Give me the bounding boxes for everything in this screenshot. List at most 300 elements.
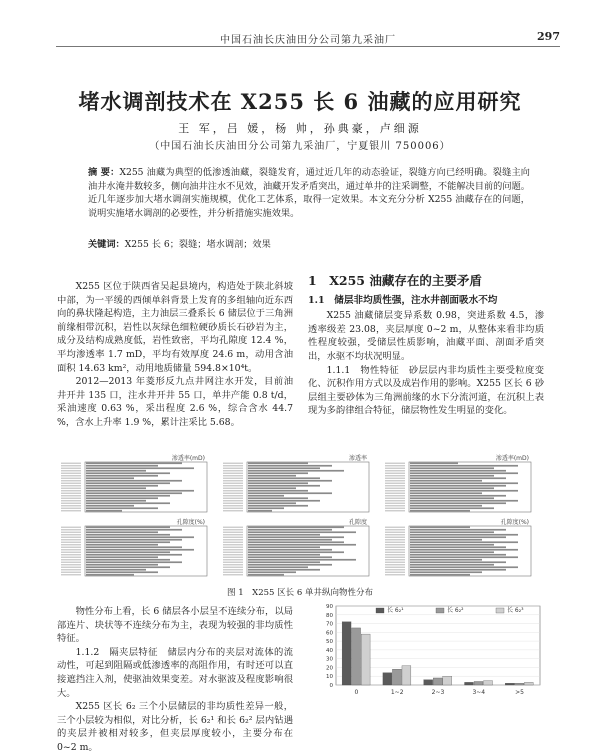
profile-bar <box>86 467 194 469</box>
depth-label-mark <box>223 544 243 545</box>
profile-bar <box>410 549 518 551</box>
body-paragraph: 2012—2013 年菱形反九点井网注水开发，目前油井开井 135 口，注水井开井 55 口，单井产能 0.8 t/d，采油速度 0.63 %，采出程度 2.6 %，综合含水 44.7 %，含水上升率 1.9 %，累计注采比 5.68。 <box>57 376 293 428</box>
body-left-column <box>57 280 293 430</box>
profile-bar <box>86 490 194 492</box>
section-heading: 1 X255 油藏存在的主要矛盾 <box>308 273 482 288</box>
depth-label-mark <box>61 465 81 466</box>
depth-label-mark <box>385 483 405 484</box>
profile-bar <box>248 505 308 507</box>
profile-bar <box>248 500 320 502</box>
depth-label-mark <box>385 527 405 528</box>
depth-label-mark <box>385 505 405 506</box>
depth-label-mark <box>385 542 405 543</box>
profile-bar <box>248 472 308 474</box>
profile-bar <box>86 495 170 497</box>
chart-bar <box>465 682 474 685</box>
profile-bar <box>248 492 332 494</box>
profile-bar <box>410 536 506 538</box>
profile-bar <box>248 462 308 464</box>
legend-swatch <box>376 608 384 613</box>
profile-bar <box>86 554 182 556</box>
profile-bar <box>86 566 170 568</box>
profile-bar <box>86 556 158 558</box>
profile-bar <box>86 569 146 571</box>
profile-bar <box>86 534 170 536</box>
profile-bar <box>248 571 296 573</box>
page-number: 297 <box>537 30 560 43</box>
chart-bar <box>352 628 361 685</box>
depth-label-mark <box>61 532 81 533</box>
depth-label-mark <box>223 470 243 471</box>
profile-bar <box>86 502 170 504</box>
depth-label-mark <box>385 465 405 466</box>
depth-label-mark <box>61 574 81 575</box>
profile-bar <box>86 544 158 546</box>
depth-label-mark <box>223 549 243 550</box>
depth-label-mark <box>385 503 405 504</box>
depth-label-mark <box>61 463 81 464</box>
depth-label-mark <box>223 473 243 474</box>
profile-bar <box>86 500 146 502</box>
y-tick-label: 20 <box>326 665 333 672</box>
chart-bar <box>524 682 533 685</box>
depth-label-mark <box>385 557 405 558</box>
y-tick-label: 70 <box>326 621 333 628</box>
profile-bar <box>410 492 482 494</box>
depth-label-mark <box>61 470 81 471</box>
depth-label-mark <box>223 505 243 506</box>
depth-label-mark <box>61 569 81 570</box>
paper-title: 堵水调剖技术在 X255 长 6 油藏的应用研究 <box>78 89 522 114</box>
depth-label-mark <box>61 529 81 530</box>
depth-label-mark <box>385 485 405 486</box>
depth-label-mark <box>61 534 81 535</box>
legend-swatch <box>496 608 504 613</box>
depth-label-mark <box>223 483 243 484</box>
profile-bar <box>410 546 506 548</box>
depth-label-mark <box>385 539 405 540</box>
depth-label-mark <box>223 562 243 563</box>
profile-bar <box>86 472 170 474</box>
profile-bar <box>86 485 158 487</box>
depth-label-mark <box>223 465 243 466</box>
depth-label-mark <box>223 500 243 501</box>
profile-bar <box>248 465 332 467</box>
profile-bar <box>248 467 320 469</box>
profile-bar <box>86 546 182 548</box>
depth-label-mark <box>61 500 81 501</box>
profile-bar <box>86 482 170 484</box>
depth-label-mark <box>385 510 405 511</box>
panel-label: 孔隙度 <box>348 519 367 526</box>
profile-bar <box>410 487 494 489</box>
depth-label-mark <box>223 478 243 479</box>
profile-bar <box>86 526 170 528</box>
profile-bar <box>248 564 332 566</box>
depth-label-mark <box>223 557 243 558</box>
profile-bar <box>86 559 170 561</box>
depth-label-mark <box>223 508 243 509</box>
depth-label-mark <box>385 488 405 489</box>
depth-label-mark <box>385 559 405 560</box>
depth-label-mark <box>385 463 405 464</box>
depth-label-mark <box>223 539 243 540</box>
affiliation: （中国石油长庆油田分公司第九采油厂，宁夏银川 750006） <box>149 141 451 152</box>
well-profile-panel <box>385 454 531 512</box>
profile-bar <box>86 510 122 512</box>
depth-label-mark <box>385 490 405 491</box>
profile-bar <box>248 495 284 497</box>
profile-bar <box>86 507 158 509</box>
panel-label: 孔隙度(%) <box>500 519 529 526</box>
subsection-heading: 1.1 储层非均质性强，注水井剖面吸水不均 <box>308 294 498 306</box>
journal-name: 中国石油长庆油田分公司第九采油厂 <box>220 35 396 46</box>
chart-bar <box>402 666 411 685</box>
profile-bar <box>410 485 506 487</box>
profile-bar <box>86 497 158 499</box>
depth-label-mark <box>385 475 405 476</box>
profile-bar <box>248 529 332 531</box>
profile-bar <box>86 492 182 494</box>
profile-bar <box>248 485 320 487</box>
chart-bar <box>424 680 433 685</box>
profile-bar <box>248 487 296 489</box>
depth-label-mark <box>223 490 243 491</box>
depth-label-mark <box>385 549 405 550</box>
profile-bar <box>410 502 506 504</box>
profile-bar <box>410 462 458 464</box>
depth-label-mark <box>385 574 405 575</box>
depth-label-mark <box>223 495 243 496</box>
depth-label-mark <box>61 527 81 528</box>
chart-bar <box>515 683 524 685</box>
panel-label: 渗透率(mD) <box>495 455 529 462</box>
profile-bar <box>410 465 518 467</box>
depth-label-mark <box>223 529 243 530</box>
depth-label-mark <box>223 493 243 494</box>
depth-label-mark <box>223 532 243 533</box>
profile-bar <box>248 480 332 482</box>
depth-label-mark <box>385 473 405 474</box>
abstract <box>88 166 530 220</box>
y-tick-label: 50 <box>326 639 333 646</box>
x-tick-label: 1~2 <box>390 689 404 696</box>
depth-label-mark <box>385 534 405 535</box>
profile-bar <box>248 531 356 533</box>
depth-label-mark <box>223 574 243 575</box>
depth-label-mark <box>223 547 243 548</box>
y-tick-label: 60 <box>326 630 333 637</box>
profile-bar <box>248 551 344 553</box>
profile-bar <box>410 559 482 561</box>
depth-label-mark <box>61 542 81 543</box>
depth-label-mark <box>223 503 243 504</box>
author-list: 王 军，吕 媛，杨 帅，孙典豪，卢细源 <box>178 122 422 135</box>
depth-label-mark <box>61 544 81 545</box>
profile-bar <box>410 490 518 492</box>
depth-label-mark <box>385 554 405 555</box>
depth-label-mark <box>385 544 405 545</box>
panel-label: 孔隙度(%) <box>176 519 205 526</box>
depth-label-mark <box>223 480 243 481</box>
panel-label: 渗透率 <box>348 455 367 462</box>
profile-bar <box>248 539 332 541</box>
profile-bar <box>248 507 284 509</box>
y-tick-label: 0 <box>329 683 333 689</box>
depth-label-mark <box>61 490 81 491</box>
profile-bar <box>86 531 158 533</box>
x-tick-label: >5 <box>515 689 525 696</box>
profile-bar <box>410 574 470 576</box>
profile-bar <box>86 477 134 479</box>
depth-label-mark <box>223 554 243 555</box>
chart-bar <box>505 683 514 685</box>
panel-frame <box>247 462 369 512</box>
depth-label-mark <box>61 495 81 496</box>
profile-bar <box>410 554 506 556</box>
body-right-column <box>308 274 544 418</box>
depth-label-mark <box>61 557 81 558</box>
depth-label-mark <box>223 572 243 573</box>
body-paragraph: X255 区长 6₂ 三个小层储层的非均质性差异一般，三个小层较为相似，对比分析，长 6₂¹ 和长 6₂² 层内钻遇的夹层并被相对较多，但夹层厚度较小，主要分布在 0~2 m。 <box>57 701 293 753</box>
y-tick-label: 10 <box>326 674 333 681</box>
profile-bar <box>410 477 506 479</box>
profile-bar <box>410 541 518 543</box>
profile-bar <box>86 571 158 573</box>
well-profile-panel <box>61 518 207 576</box>
legend-entry: 长 6₂¹ <box>387 607 404 614</box>
panel-frame <box>85 526 207 576</box>
depth-label-mark <box>61 468 81 469</box>
depth-label-mark <box>61 539 81 540</box>
depth-label-mark <box>223 498 243 499</box>
profile-bar <box>410 566 518 568</box>
profile-bar <box>248 544 356 546</box>
profile-bar <box>410 505 482 507</box>
panel-frame <box>247 526 369 576</box>
body-paragraph: 物性分布上看，长 6 储层各小层呈不连续分布，以局部连片、块状等不连续分布为主，表现为较强的非均质性特征。 <box>57 606 293 645</box>
depth-label-mark <box>61 483 81 484</box>
profile-bar <box>248 566 308 568</box>
profile-bar <box>86 564 158 566</box>
running-head <box>56 30 560 47</box>
profile-bar <box>410 470 506 472</box>
figure-2-interlayer-chart <box>310 600 546 699</box>
depth-label-mark <box>385 500 405 501</box>
depth-label-mark <box>385 498 405 499</box>
profile-bar <box>410 500 518 502</box>
profile-bar <box>248 502 296 504</box>
depth-label-mark <box>223 552 243 553</box>
depth-label-mark <box>223 537 243 538</box>
depth-label-mark <box>385 493 405 494</box>
body-paragraph: X255 油藏储层变异系数 0.98，突进系数 4.5，渗透率级差 23.08，夹层厚度 0~2 m，从整体来看非均质性程度较强，受储层性质影响，油藏平面、剖面矛盾突出，水驱不均状况明显。 <box>308 310 544 362</box>
figure-1-caption: 图 1 X255 区长 6 单井纵向物性分布 <box>227 588 373 598</box>
depth-label-mark <box>385 508 405 509</box>
profile-bar <box>248 536 344 538</box>
profile-bar <box>248 490 308 492</box>
depth-label-mark <box>385 537 405 538</box>
profile-bar <box>248 482 308 484</box>
x-tick-label: 2~3 <box>431 689 445 696</box>
profile-bar <box>410 482 518 484</box>
depth-label-mark <box>61 552 81 553</box>
depth-label-mark <box>385 552 405 553</box>
profile-bar <box>86 529 182 531</box>
well-profile-panel <box>61 454 207 512</box>
depth-label-mark <box>385 569 405 570</box>
panel-frame <box>85 462 207 512</box>
depth-label-mark <box>223 564 243 565</box>
depth-label-mark <box>385 495 405 496</box>
depth-label-mark <box>61 480 81 481</box>
profile-bar <box>86 475 158 477</box>
profile-bar <box>86 480 182 482</box>
legend-entry: 长 6₂² <box>447 607 464 614</box>
depth-label-mark <box>385 480 405 481</box>
legend-entry: 长 6₂³ <box>507 607 524 614</box>
profile-bar <box>410 556 518 558</box>
profile-bar <box>248 475 296 477</box>
panel-label: 渗透率(mD) <box>171 455 205 462</box>
profile-bar <box>248 526 344 528</box>
depth-label-mark <box>61 475 81 476</box>
profile-bar <box>410 472 518 474</box>
profile-bar <box>86 536 194 538</box>
profile-bar <box>410 531 494 533</box>
chart-bar <box>433 678 442 685</box>
depth-label-mark <box>223 559 243 560</box>
figure-1-well-profiles <box>57 452 544 580</box>
depth-label-mark <box>385 532 405 533</box>
depth-label-mark <box>61 503 81 504</box>
profile-bar <box>410 544 494 546</box>
profile-bar <box>410 480 482 482</box>
profile-bar <box>248 546 320 548</box>
well-profile-panel <box>223 518 369 576</box>
profile-bar <box>248 549 332 551</box>
profile-bar <box>86 541 170 543</box>
profile-bar <box>86 462 182 464</box>
profile-bar <box>248 574 284 576</box>
depth-label-mark <box>223 527 243 528</box>
keywords <box>88 236 530 250</box>
profile-bar <box>410 510 470 512</box>
profile-bar <box>410 529 506 531</box>
depth-label-mark <box>385 470 405 471</box>
profile-bar <box>86 551 170 553</box>
chart-bar <box>392 669 401 685</box>
body-left-column-lower <box>57 605 293 755</box>
keywords-label: 关键词： <box>88 239 125 250</box>
profile-bar <box>410 539 482 541</box>
profile-bar <box>86 574 134 576</box>
profile-bar <box>86 505 134 507</box>
chart-bar <box>474 681 483 685</box>
y-tick-label: 90 <box>326 604 333 610</box>
depth-label-mark <box>61 549 81 550</box>
depth-label-mark <box>385 567 405 568</box>
depth-label-mark <box>385 468 405 469</box>
depth-label-mark <box>223 567 243 568</box>
keywords-text: X255 长 6；裂缝；堵水调剖；效果 <box>124 239 271 250</box>
x-tick-label: 0 <box>354 689 359 696</box>
depth-label-mark <box>61 547 81 548</box>
profile-bar <box>410 475 494 477</box>
profile-bar <box>248 556 332 558</box>
profile-bar <box>248 470 344 472</box>
depth-label-mark <box>61 559 81 560</box>
profile-bar <box>410 467 494 469</box>
profile-bar <box>248 477 320 479</box>
profile-bar <box>86 470 146 472</box>
profile-bar <box>410 571 482 573</box>
depth-label-mark <box>223 468 243 469</box>
profile-bar <box>86 549 194 551</box>
depth-label-mark <box>385 478 405 479</box>
profile-bar <box>410 534 518 536</box>
depth-label-mark <box>61 478 81 479</box>
body-paragraph: 1.1.2 隔夹层特征 储层内分布的夹层对流体的流动性，可起到阻隔或低渗透率的高阻作用，有时还可以直接遮挡注入剂，使驱油效果变差。对水驱波及程度影响很大。 <box>57 646 293 699</box>
profile-bar <box>248 569 320 571</box>
depth-label-mark <box>223 542 243 543</box>
depth-label-mark <box>385 547 405 548</box>
body-paragraph: 1.1.1 物性特征 砂层层内非均质性主要受粒度变化、沉积作用方式以及成岩作用的影响。X255 区长 6 砂层组主要砂体为三角洲前缘的水下分流河道，在沉积上表现为多韵律组合特征，储层物性发生明显的变化。 <box>308 364 544 417</box>
depth-label-mark <box>61 567 81 568</box>
profile-bar <box>410 569 506 571</box>
y-tick-label: 40 <box>326 647 333 654</box>
panel-frame <box>409 462 531 512</box>
profile-bar <box>410 561 506 563</box>
depth-label-mark <box>61 473 81 474</box>
chart-bar <box>361 634 370 685</box>
profile-bar <box>248 561 320 563</box>
depth-label-mark <box>61 493 81 494</box>
chart-bar <box>484 681 493 685</box>
depth-label-mark <box>385 572 405 573</box>
profile-bar <box>248 559 356 561</box>
profile-bar <box>86 487 146 489</box>
depth-label-mark <box>61 510 81 511</box>
profile-bar <box>410 564 494 566</box>
chart-bar <box>383 673 392 685</box>
profile-bar <box>248 554 320 556</box>
profile-bar <box>248 534 320 536</box>
profile-bar <box>248 541 344 543</box>
profile-bar <box>86 539 182 541</box>
well-profile-panel <box>385 518 531 576</box>
chart-bar <box>342 622 351 685</box>
profile-bar <box>248 510 272 512</box>
y-tick-label: 80 <box>326 612 333 619</box>
depth-label-mark <box>223 510 243 511</box>
depth-label-mark <box>61 498 81 499</box>
x-tick-label: 3~4 <box>472 689 486 696</box>
depth-label-mark <box>223 488 243 489</box>
depth-label-mark <box>61 485 81 486</box>
legend-swatch <box>436 608 444 613</box>
profile-bar <box>410 497 494 499</box>
depth-label-mark <box>61 537 81 538</box>
depth-label-mark <box>61 505 81 506</box>
depth-label-mark <box>61 572 81 573</box>
y-tick-label: 30 <box>326 656 333 663</box>
profile-bar <box>410 526 470 528</box>
profile-bar <box>410 495 506 497</box>
well-profile-panel <box>223 454 369 512</box>
depth-label-mark <box>61 508 81 509</box>
abstract-label: 摘 要： <box>88 167 120 178</box>
